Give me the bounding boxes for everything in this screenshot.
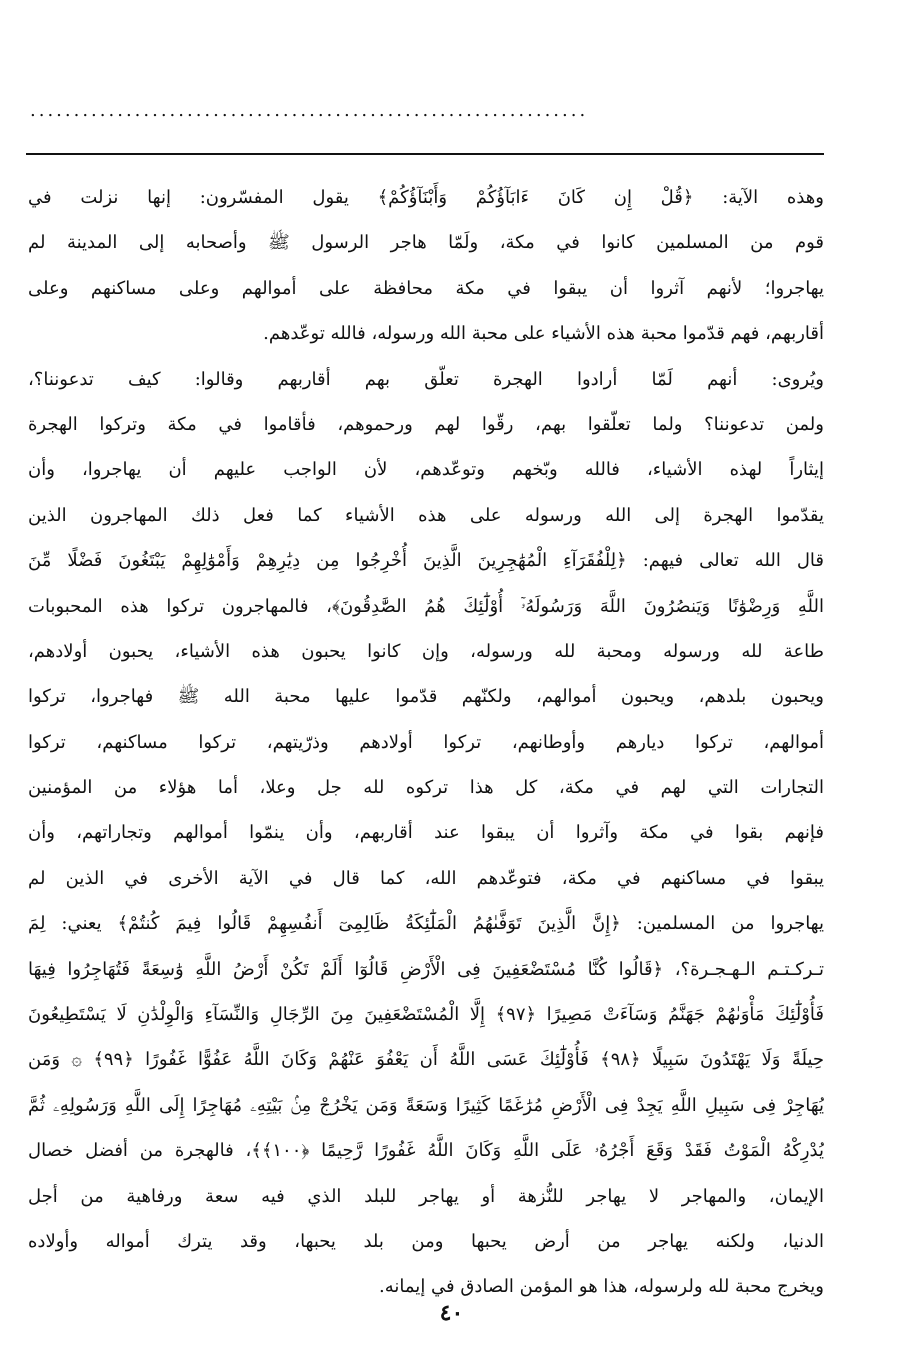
text-line: أموالهم، تركوا ديارهم وأوطانهم، تركوا أولادهم وذرّيتهم، تركوا مساكنهم، تركوا [28,731,824,753]
text-line: ويحبون بلدهم، ويحبون أموالهم، ولكنّهم قدّموا عليها محبة الله ﷺ فهاجروا، تركوا [28,686,824,708]
text-line: يهاجروا؛ لأنهم آثروا أن يبقوا في مكة محافظة على أموالهم وعلى مساكنهم وعلى [28,277,824,299]
text-line: ولمن تدعوننا؟ ولما تعلّقوا بهم، رقّوا لهم ورحموهم، فأقاموا في مكة وتركوا الهجرة [28,413,824,435]
body-text [28,175,824,1310]
quran-verse-line: قال الله تعالى فيهم: ﴿لِلْفُقَرَآءِ الْمُهَٰجِرِينَ الَّذِينَ أُخْرِجُوا مِن دِيَٰرِهِمْ وَأَمْوَٰلِهِمْ يَبْتَغُونَ فَضْلًا مِّنَ [28,550,824,572]
quran-verse-line: فَأُوْلَٰٓئِكَ مَأْوَىٰهُمْ جَهَنَّمُ وَسَآءَتْ مَصِيرًا ﴿٩٧﴾ إِلَّا الْمُسْتَضْعَفِينَ مِنَ الرِّجَالِ وَالنِّسَآءِ وَالْوِلْدَٰنِ لَا يَسْتَطِيعُونَ [28,1004,824,1026]
text-line: ويُروى: أنهم لَمّا أرادوا الهجرة تعلّق بهم أقاربهم وقالوا: كيف تدعوننا؟، [28,368,824,390]
text-line: وهذه الآية: ﴿قُلْ إِن كَانَ ءَابَآؤُكُمْ وَأَبْنَآؤُكُمْ﴾ يقول المفسّرون: إنها نزلت في [28,187,824,208]
quran-verse-line: يُهَاجِرْ فِى سَبِيلِ اللَّهِ يَجِدْ فِى الْأَرْضِ مُرَٰغَمًا كَثِيرًا وَسَعَةً وَمَن يَخْرُجْ مِنۢ بَيْتِهِۦ مُهَاجِرًا إِلَى اللَّهِ وَرَسُولِهِۦ ثُمَّ [28,1094,824,1116]
text-line: فإنهم بقوا في مكة وآثروا أن يبقوا عند أقاربهم، وأن ينمّوا أموالهم وتجاراتهم، وأن [28,822,824,844]
quran-verse-line: حِيلَةً وَلَا يَهْتَدُونَ سَبِيلًا ﴿٩٨﴾ فَأُوْلَٰٓئِكَ عَسَى اللَّهُ أَن يَعْفُوَ عَنْهُمْ وَكَانَ اللَّهُ عَفُوًّا غَفُورًا ﴿٩٩﴾ ۞ وَمَن [28,1049,824,1071]
page-number: ٤٠ [439,1300,464,1326]
text-line: طاعة لله ورسوله ومحبة لله ورسوله، وإن كانوا يحبون هذه الأشياء، يحبون أولادهم، [28,640,824,662]
header-dotted-line: ................................................................ [30,100,589,121]
header-rule [26,153,824,155]
quran-verse-line: اللَّهِ وَرِضْوَٰنًا وَيَنصُرُونَ اللَّهَ وَرَسُولَهُۥٓ أُوْلَٰٓئِكَ هُمُ الصَّٰدِقُونَ﴾، فالمهاجرون تركوا هذه المحبوبات [28,595,824,617]
text-line: أقاربهم، فهم قدّموا محبة هذه الأشياء على محبة الله ورسوله، فالله توعّدهم. [263,323,824,345]
text-line: الإيمان، والمهاجر لا يهاجر للنُّزهة أو يهاجر للبلد الذي فيه سعة ورفاهية من أجل [28,1185,824,1207]
text-line: يقدّموا الهجرة إلى الله ورسوله على هذه الأشياء كما فعل ذلك المهاجرون الذين [28,504,824,526]
quran-verse-line: تـركـتـم الـهـجـرة؟، ﴿قَالُوا كُنَّا مُسْتَضْعَفِينَ فِى الْأَرْضِ قَالُوٓا أَلَمْ تَكُنْ أَرْضُ اللَّهِ وَٰسِعَةً فَتُهَاجِرُوا فِيهَا [28,958,824,980]
text-line: الدنيا، ولكنه يهاجر من أرض يحبها ومن بلد يحبها، وقد يترك أمواله وأولاده [28,1230,824,1252]
text-line: يبقوا في مساكنهم في مكة، فتوعّدهم الله، كما قال في الآية الأخرى في الذين لم [28,867,824,889]
text-line: التجارات التي لهم في مكة، كل هذا تركوه لله جل وعلا، أما هؤلاء من المؤمنين [28,777,824,799]
quran-verse-line: يهاجروا من المسلمين: ﴿إِنَّ الَّذِينَ تَوَفَّىٰهُمُ الْمَلَٰٓئِكَةُ ظَالِمِىٓ أَنفُسِهِمْ قَالُوا فِيمَ كُنتُمْ﴾ يعني: لِمَ [28,913,824,935]
text-line: قوم من المسلمين كانوا في مكة، ولَمّا هاجر الرسول ﷺ وأصحابه إلى المدينة لم [28,232,824,254]
text-line: ويخرج محبة لله ولرسوله، هذا هو المؤمن الصادق في إيمانه. [379,1276,824,1298]
quran-verse-line: يُدْرِكْهُ الْمَوْتُ فَقَدْ وَقَعَ أَجْرُهُۥ عَلَى اللَّهِ وَكَانَ اللَّهُ غَفُورًا رَّحِيمًا ﴿١٠٠﴾﴾، فالهجرة من أفضل خصال [28,1140,824,1162]
text-line: إيثاراً لهذه الأشياء، فالله وبّخهم وتوعّدهم، لأن الواجب عليهم أن يهاجروا، وأن [28,459,824,481]
